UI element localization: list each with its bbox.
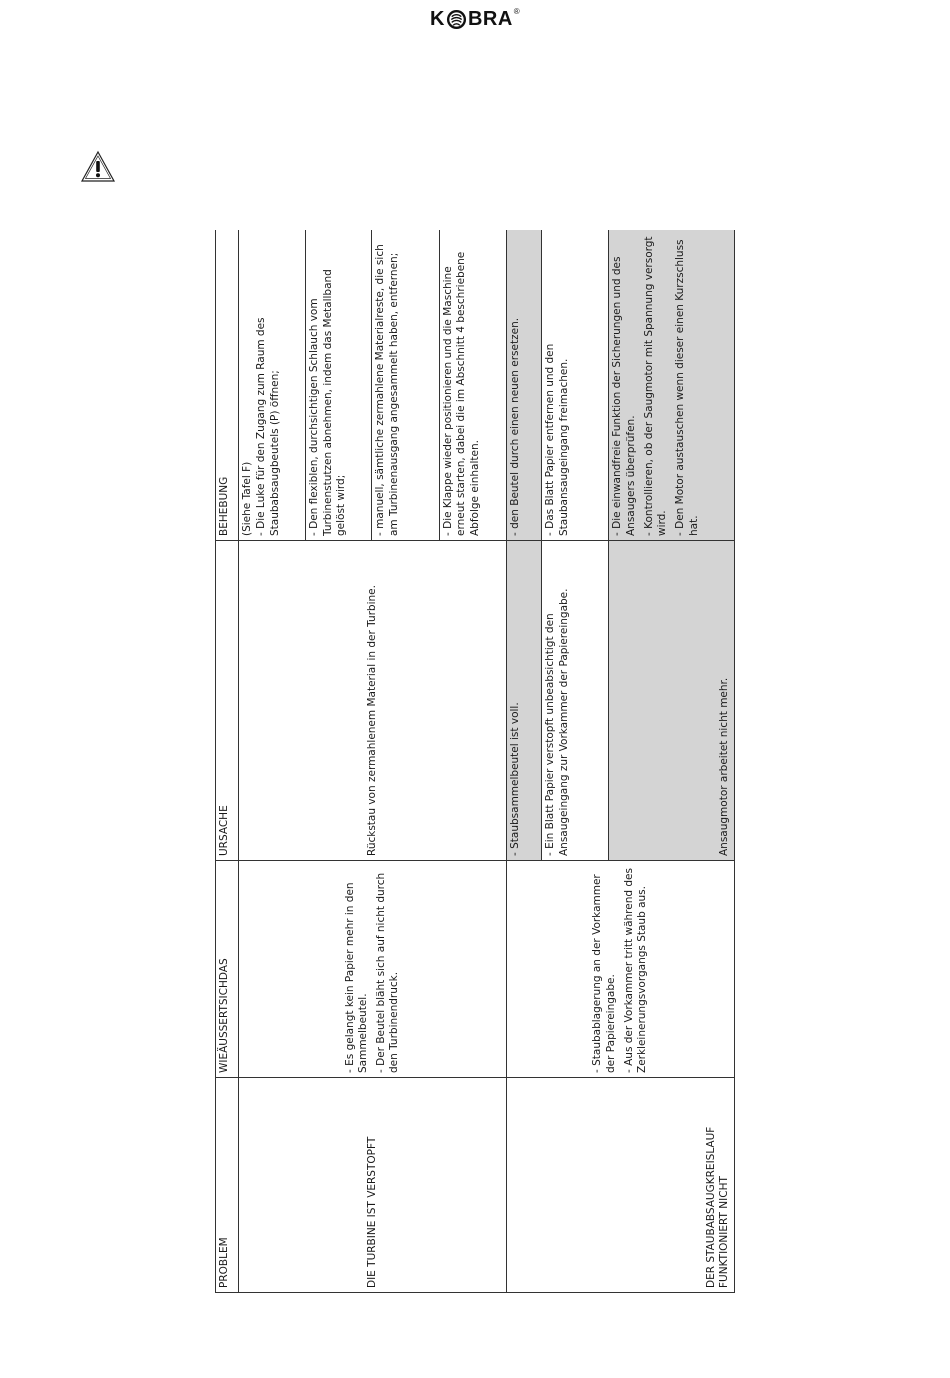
cause-turbine: Rückstau von zermahlenem Material in der Turbine. [239,541,507,861]
symptom-dust-2: - Aus der Vorkammer tritt während des Zerkleinerungsvorgangs Staub aus. [622,868,649,1073]
symptom-dust-1: - Staubablagerung an der Vorkammer der Papiereingabe. [591,874,617,1073]
problem-dust: DER STAUBABSAUGKREISLAUF FUNKTIONIERT NICHT [507,1078,735,1293]
cause-dust-1: - Staubsammelbeutel ist voll. [507,541,542,861]
table-row [507,230,542,1293]
remedy-turbine-1 [239,230,305,541]
remedy-turbine-1b: - Die Luke für den Zugang zum Raum des Staubabsaugbeutels (P) öffnen; [255,317,281,536]
cobra-emblem-icon [446,9,467,30]
symptom-dust [507,861,735,1078]
remedy-dust-3a: - Die einwandfreie Funktion der Sicherungen und des Ansaugers überprüfen. [611,256,637,536]
remedy-dust-2: - Das Blatt Papier entfernen und den Staubansaugeingang freimachen. [541,230,608,541]
remedy-turbine-3: - manuell, sämtliche zermahlene Materialreste, die sich am Turbinenausgang angesammelt haben, entfernen; [372,230,439,541]
remedy-dust-3 [609,230,735,541]
registered-mark: ® [513,7,521,16]
header-symptom: WIEÄUSSERTSICHDAS [216,861,239,1078]
remedy-turbine-1a: (Siehe Tafel F) [241,461,254,536]
symptom-turbine-2: - Der Beutel bläht sich auf nicht durch den Turbinendruck. [374,872,401,1073]
logo-text-bra: BRA [467,7,513,30]
symptom-turbine [239,861,507,1078]
remedy-turbine-2: - Den flexiblen, durchsichtigen Schlauch vom Turbinenstutzen abnehmen, indem das Metallband gelöst wird; [305,230,371,541]
symptom-turbine-1: - Es gelangt kein Papier mehr in den Sammelbeutel. [343,882,370,1073]
problem-turbine: DIE TURBINE IST VERSTOPFT [239,1078,507,1293]
table-header-row [216,230,239,1293]
warning-icon [80,150,116,184]
kobra-logo [430,6,520,32]
header-remedy: BEHEBUNG [216,230,239,541]
remedy-dust-3b: - Kontrollieren, ob der Saugmotor mit Spannung versorgt wird. [642,236,669,536]
remedy-dust-3c: - Den Motor austauschen wenn dieser einen Kurzschluss hat. [673,239,700,536]
remedy-turbine-4: - Die Klappe wieder positionieren und die Maschine erneut starten, dabei die im Abschnitt 4 beschriebene Abfolge einhalten. [439,230,506,541]
troubleshooting-table-frame [215,230,735,1293]
remedy-dust-1: - den Beutel durch einen neuen ersetzen. [507,230,542,541]
table-row [239,230,305,1293]
cause-dust-3: Ansaugmotor arbeitet nicht mehr. [609,541,735,861]
cause-dust-2: - Ein Blatt Papier verstopft unbeabsichtigt den Ansaugeingang zur Vorkammer der Papiereingabe. [541,541,608,861]
header-problem: PROBLEM [216,1078,239,1293]
troubleshooting-table [215,230,735,1293]
header-cause: URSACHE [216,541,239,861]
logo-text-k: K [430,7,445,30]
